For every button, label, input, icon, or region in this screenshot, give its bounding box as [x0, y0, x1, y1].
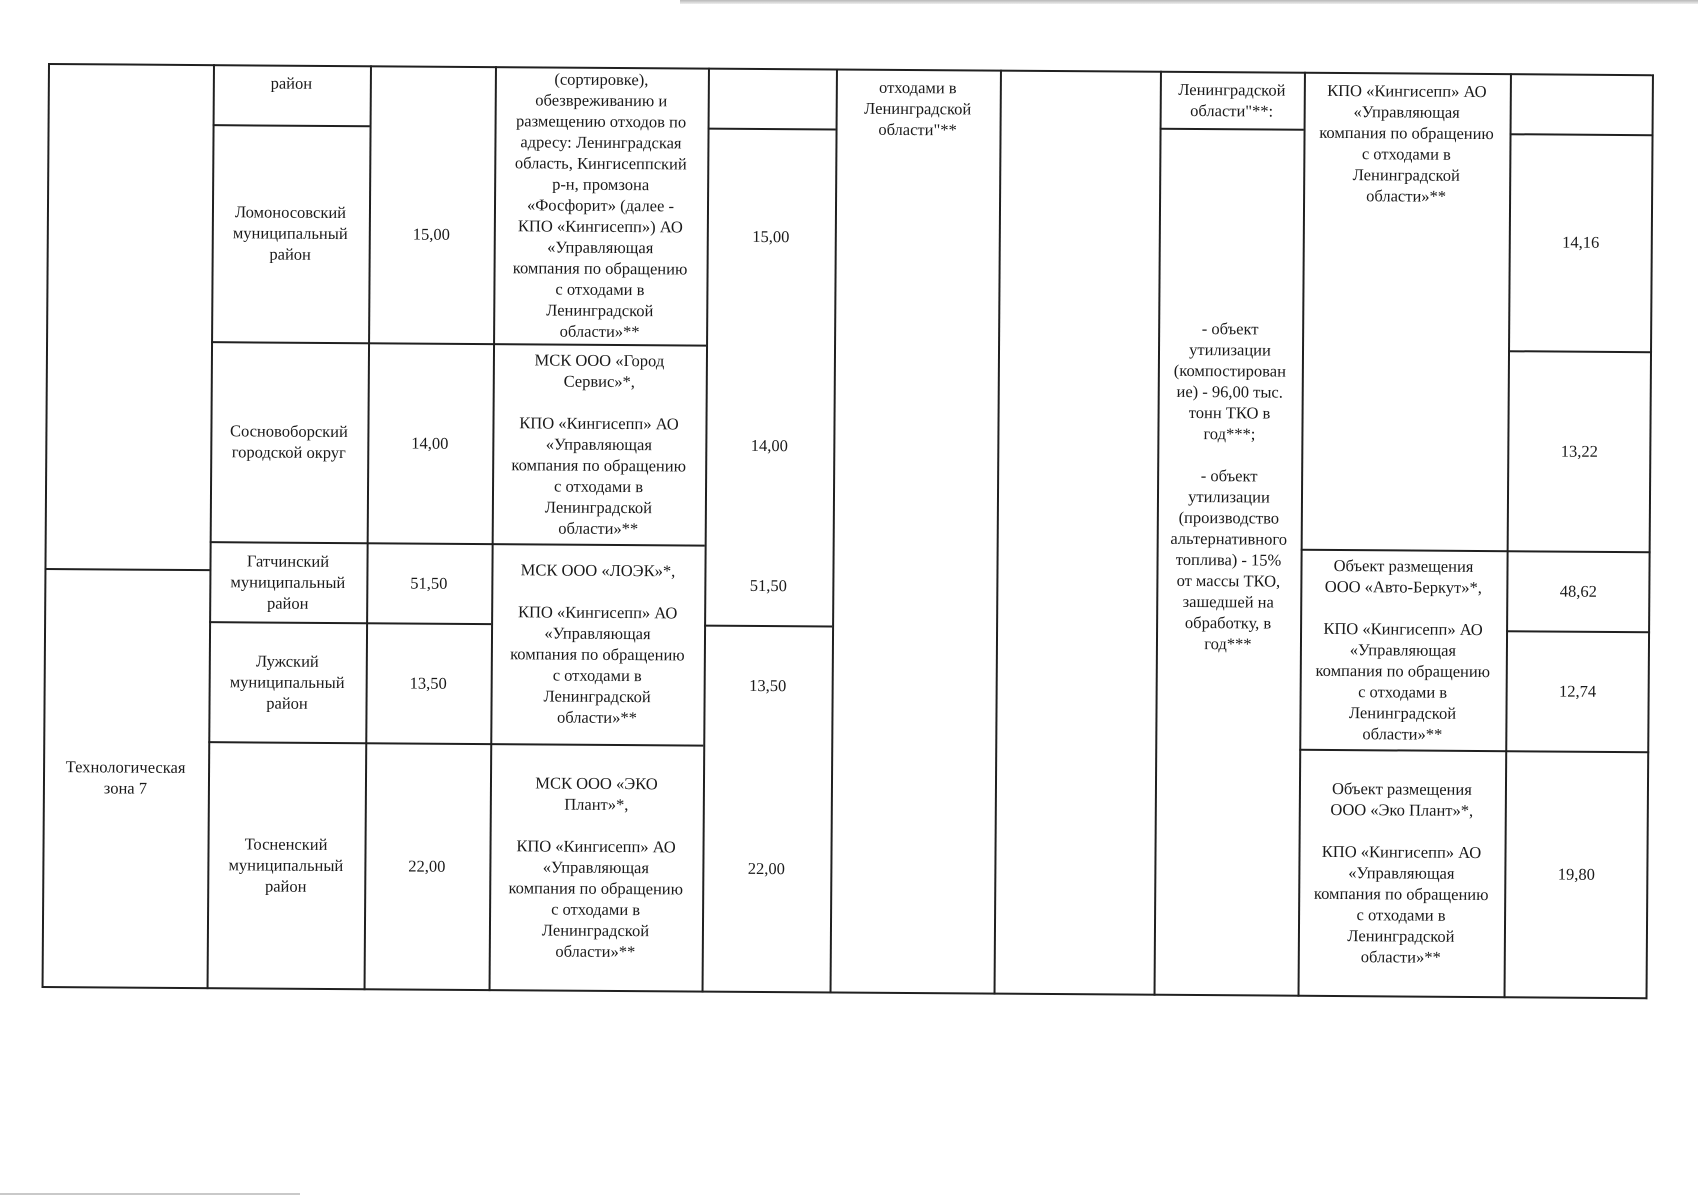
final-tosno: 19,80	[1557, 864, 1596, 884]
volume2-sosnovy-bor: 14,00	[750, 435, 788, 455]
volume2-lomonosov: 15,00	[752, 226, 790, 247]
zone-label: Технологическая зона 7	[65, 757, 186, 798]
placement-avto-berkut: Объект размещения ООО «Авто-Беркут»*, КПО «Кингисепп» АО «Управляющая компания по обращению с отходами в Ленинградской области»**	[1315, 555, 1491, 744]
volume2-gatchina: 51,50	[749, 575, 788, 595]
district-luga: Лужский муниципальный район	[229, 650, 345, 713]
volume-tosno: 22,00	[408, 856, 446, 876]
district-tosno: Тосненский муниципальный район	[228, 833, 344, 896]
placement-eco-plant: Объект размещения ООО «Эко Плант»*, КПО «Кингисепп» АО «Управляющая компания по обращению с отходами в Ленинградской области»**	[1313, 778, 1489, 967]
district-gatchina: Гатчинский муниципальный район	[230, 550, 346, 613]
waste-zone-table	[42, 63, 1654, 999]
facility-region-cont: Ленинградской области"**:	[1178, 79, 1286, 121]
final-sosnovy-bor: 13,22	[1560, 441, 1598, 461]
final-lomonosov: 14,16	[1562, 232, 1600, 252]
operator-gatchina-luga: МСК ООО «ЛОЭК»*, КПО «Кингисепп» АО «Управляющая компания по обращению с отходами в Ленинградской области»**	[510, 560, 685, 728]
volume2-tosno: 22,00	[747, 858, 786, 878]
facility-capacity: - объект утилизации (компостирован ие) - 96,00 тыс. тонн ТКО в год***; - объект утилизации (производство альтернативного топлива) - 15% от массы ТКО, зашедшей на обработку, в год***	[1170, 319, 1288, 654]
scan-edge-top	[680, 0, 1698, 4]
operator-kingisepp-cont: (сортировке), обезвреживанию и размещению отходов по адресу: Ленинградская область, Кингисеппский р-н, промзона «Фосфорит» (далее - КПО «Кингисепп») АО «Управляющая компания по обращению с отходами в Ленинградской области»**	[512, 69, 688, 342]
operator-company-cont: отходами в Ленинградской области"**	[864, 77, 972, 140]
placement-kingisepp: КПО «Кингисепп» АО «Управляющая компания по обращению с отходами в Ленинградской области»**	[1319, 80, 1494, 206]
district-cont: район	[270, 73, 313, 93]
operator-tosno: МСК ООО «ЭКО Плант»*, КПО «Кингисепп» АО «Управляющая компания по обращению с отходами в Ленинградской области»**	[508, 772, 684, 961]
volume-luga: 13,50	[409, 673, 447, 693]
final-gatchina: 48,62	[1559, 581, 1597, 601]
district-sosnovy-bor: Сосновоборский городской округ	[229, 421, 348, 463]
district-lomonosov: Ломоносовский муниципальный район	[232, 202, 348, 264]
volume-gatchina: 51,50	[410, 573, 448, 593]
col-sep-6	[994, 70, 1002, 995]
volume2-luga: 13,50	[749, 675, 787, 695]
scan-edge-bottom	[0, 1193, 300, 1195]
final-luga: 12,74	[1559, 681, 1597, 701]
volume-sosnovy-bor: 14,00	[411, 433, 449, 453]
volume-lomonosov: 15,00	[412, 224, 450, 244]
operator-sosnovy-bor: МСК ООО «Город Сервис»*, КПО «Кингисепп» АО «Управляющая компания по обращению с отходами в Ленинградской области»**	[511, 349, 687, 538]
